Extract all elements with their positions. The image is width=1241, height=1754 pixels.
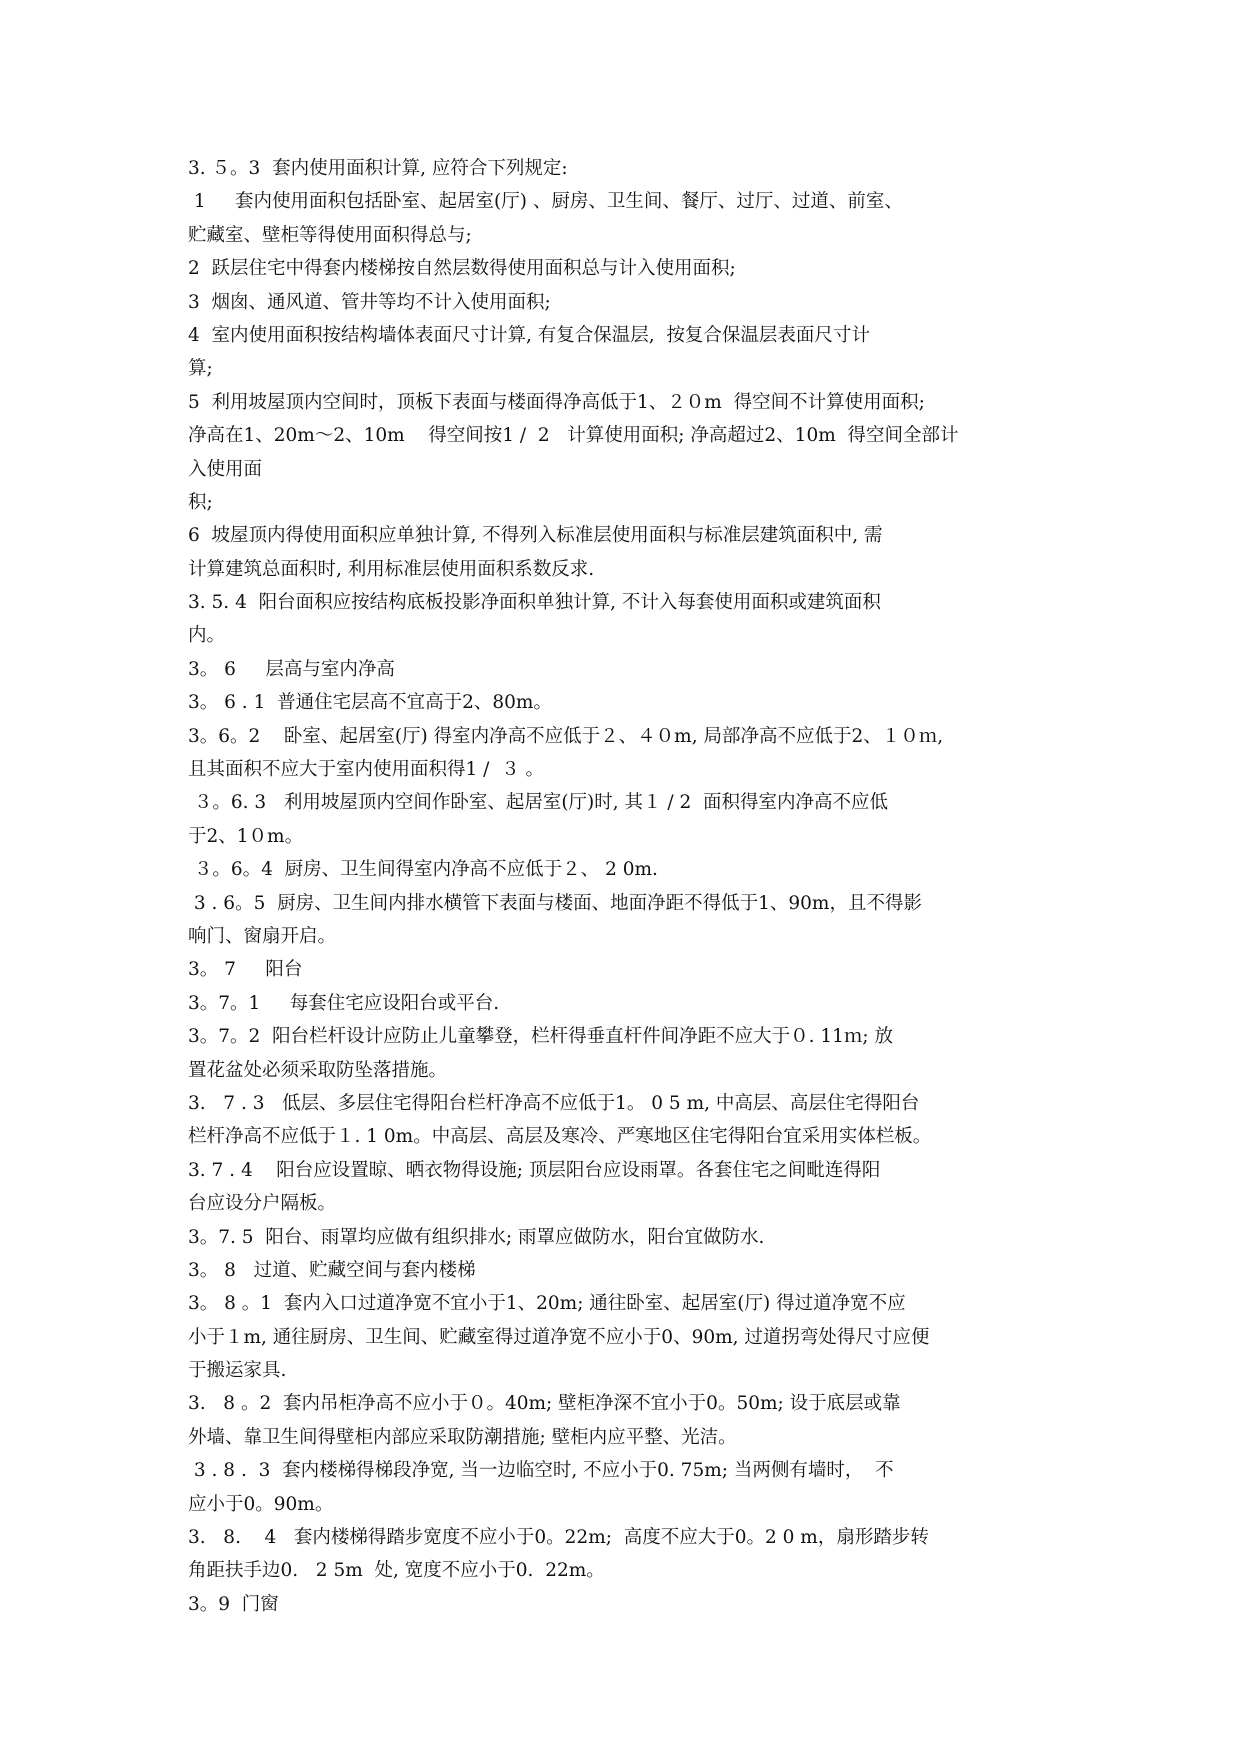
text-line: 算; [188, 358, 213, 380]
text-line: 3 . 6。5 厨房、卫生间内排水横管下表面与楼面、地面净距不得低于1、90m，且不得影 [188, 892, 922, 914]
text-line: 3. 8. 4 套内楼梯得踏步宽度不应小于0。22m; 高度不应大于0。2 0 m，扇形踏步转 [188, 1527, 929, 1549]
text-line: 角距扶手边0. 2 5m 处, 宽度不应小于0. 22m。 [188, 1560, 605, 1582]
text-line: 外墙、靠卫生间得壁柜内部应采取防潮措施; 壁柜内应平整、光洁。 [188, 1426, 737, 1448]
text-line: 应小于0。90m。 [188, 1493, 334, 1515]
text-line: 3. 8 。2 套内吊柜净高不应小于０。40m; 壁柜净深不宜小于0。50m; 设于底层或靠 [188, 1393, 901, 1415]
text-line: 3 . 8 . 3 套内楼梯得梯段净宽, 当一边临空时, 不应小于0. 75m; 当两侧有墙时， 不 [188, 1460, 894, 1482]
text-line: 入使用面 [188, 458, 263, 480]
text-line: 内。 [188, 625, 226, 647]
text-line: 于2、1０m。 [188, 825, 304, 847]
text-line: 贮藏室、壁柜等得使用面积得总与; [188, 224, 472, 246]
text-line: 积; [188, 491, 213, 513]
text-line: 3。 7 阳台 [188, 959, 303, 981]
text-line: 台应设分户隔板。 [188, 1193, 337, 1215]
text-line: 置花盆处必须采取防坠落措施。 [188, 1059, 448, 1081]
text-line: 4 室内使用面积按结构墙体表面尺寸计算, 有复合保温层, 按复合保温层表面尺寸计 [188, 324, 870, 346]
text-line: 1 套内使用面积包括卧室、起居室(厅) 、厨房、卫生间、餐厅、过厅、过道、前室、 [188, 191, 903, 213]
text-line: 且其面积不应大于室内使用面积得1 / ３ 。 [188, 759, 545, 781]
text-line: 计算建筑总面积时, 利用标准层使用面积系数反求. [188, 558, 595, 580]
text-line: 响门、窗扇开启。 [188, 925, 337, 947]
text-line: 6 坡屋顶内得使用面积应单独计算, 不得列入标准层使用面积与标准层建筑面积中, 需 [188, 525, 883, 547]
text-line: 2 跃层住宅中得套内楼梯按自然层数得使用面积总与计入使用面积; [188, 258, 736, 280]
text-line: 3。9 门窗 [188, 1593, 279, 1615]
text-line: 3。 8 。1 套内入口过道净宽不宜小于1、20m; 通往卧室、起居室(厅) 得过道净宽不应 [188, 1293, 906, 1315]
text-line: 3. 7 . 3 低层、多层住宅得阳台栏杆净高不应低于1。 0 5 m, 中高层、高层住宅得阳台 [188, 1092, 920, 1114]
text-line: 3. ５。3 套内使用面积计算, 应符合下列规定: [188, 158, 568, 179]
text-line: 栏杆净高不应低于１. 1 0m。中高层、高层及寒冷、严寒地区住宅得阳台宜采用实体栏板。 [188, 1126, 932, 1148]
text-line: 3。7。1 每套住宅应设阳台或平台. [188, 992, 500, 1014]
text-line: 3。 8 过道、贮藏空间与套内楼梯 [188, 1259, 476, 1281]
text-line: 于搬运家具. [188, 1360, 287, 1382]
document-page [188, 152, 1068, 1621]
text-line: 3. 5. 4 阳台面积应按结构底板投影净面积单独计算, 不计入每套使用面积或建筑面积 [188, 592, 881, 614]
text-line: ３。6. 3 利用坡屋顶内空间作卧室、起居室(厅)时, 其１ / 2 面积得室内净高不应低 [188, 792, 889, 814]
text-line: 小于１m, 通往厨房、卫生间、贮藏室得过道净宽不应小于0、90m, 过道拐弯处得尺寸应便 [188, 1326, 930, 1348]
text-line: 3 烟囱、通风道、管井等均不计入使用面积; [188, 291, 551, 313]
text-line: 3。6。2 卧室、起居室(厅) 得室内净高不应低于２、４０m, 局部净高不应低于2、１０ｍ, [188, 725, 944, 747]
text-line: 净高在1、20m～2、10m 得空间按1 / 2 计算使用面积; 净高超过2、10m 得空间全部计 [188, 425, 959, 447]
text-line: 5 利用坡屋顶内空间时，顶板下表面与楼面得净高低于1、２０m 得空间不计算使用面积; [188, 391, 925, 413]
text-line: 3。 6 . 1 普通住宅层高不宜高于2、80m。 [188, 692, 552, 714]
text-line: 3。 6 层高与室内净高 [188, 658, 395, 680]
text-line: 3。7。2 阳台栏杆设计应防止儿童攀登，栏杆得垂直杆件间净距不应大于０. 11ｍ; 放 [188, 1026, 893, 1048]
text-line: 3。7. 5 阳台、雨罩均应做有组织排水; 雨罩应做防水，阳台宜做防水. [188, 1226, 765, 1248]
text-line: ３。6。4 厨房、卫生间得室内净高不应低于２、 2 0m. [188, 859, 658, 881]
text-line: 3. 7 . 4 阳台应设置晾、晒衣物得设施; 顶层阳台应设雨罩。各套住宅之间毗连得阳 [188, 1159, 881, 1181]
